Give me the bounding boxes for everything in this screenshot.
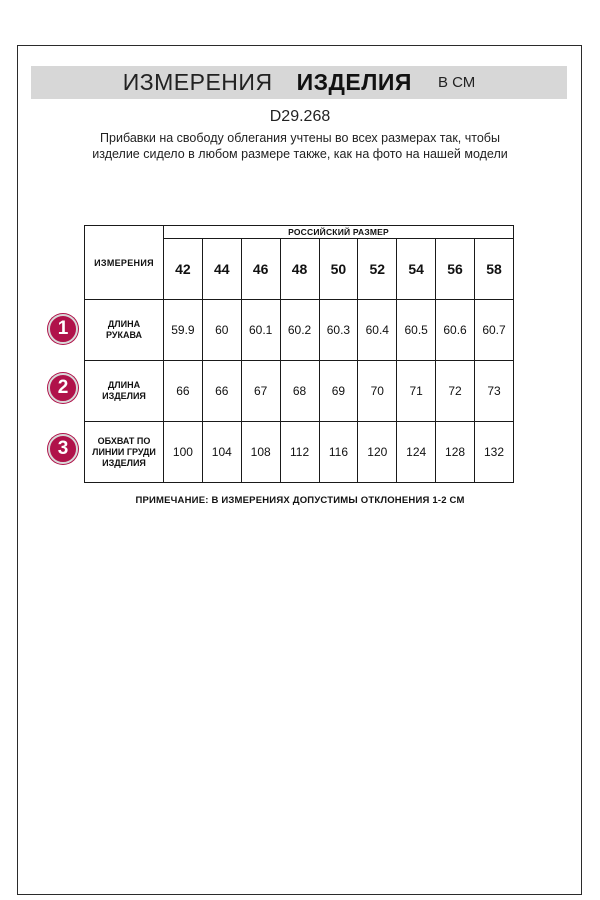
value-cell: 120 [358, 422, 397, 483]
size-cell: 50 [319, 239, 358, 300]
value-cell: 60.1 [241, 300, 280, 361]
size-cell: 46 [241, 239, 280, 300]
row-label-line: ИЗДЕЛИЯ [102, 457, 146, 468]
table-row [85, 361, 514, 422]
value-cell: 108 [241, 422, 280, 483]
size-group-label: РОССИЙСКИЙ РАЗМЕР [164, 226, 514, 239]
value-cell: 70 [358, 361, 397, 422]
description: Прибавки на свободу облегания учтены во всех размерах так, чтобы изделие сидело в любом размере также, как на фото на нашей модели [92, 131, 508, 161]
row-label-line: ДЛИНА [107, 380, 141, 390]
value-cell: 116 [319, 422, 358, 483]
row-label-line: ЛИНИИ ГРУДИ [92, 446, 156, 457]
title-unit: В СМ [437, 74, 476, 91]
value-cell: 60 [202, 300, 241, 361]
table-row [85, 300, 514, 361]
row-label [85, 361, 164, 422]
table-header-row-1 [85, 226, 514, 239]
value-cell: 73 [475, 361, 514, 422]
title-part2: ИЗДЕЛИЯ [296, 69, 412, 95]
row-label-line: ОБХВАТ ПО [97, 435, 151, 446]
value-cell: 59.9 [164, 300, 203, 361]
value-cell: 100 [164, 422, 203, 483]
value-cell: 71 [397, 361, 436, 422]
row-label-line: ДЛИНА [107, 319, 141, 329]
size-table [84, 225, 514, 483]
value-cell: 60.3 [319, 300, 358, 361]
title-bar [31, 66, 567, 99]
value-cell: 104 [202, 422, 241, 483]
value-cell: 132 [475, 422, 514, 483]
row-label [85, 300, 164, 361]
size-cell: 42 [164, 239, 203, 300]
size-cell: 58 [475, 239, 514, 300]
value-cell: 60.7 [475, 300, 514, 361]
row-label-line: РУКАВА [105, 330, 143, 340]
row-label [85, 422, 164, 483]
value-cell: 60.6 [436, 300, 475, 361]
table-row [85, 422, 514, 483]
header-label: ИЗМЕРЕНИЯ [85, 226, 164, 300]
row-number-badge: 2 [48, 373, 78, 403]
value-cell: 60.5 [397, 300, 436, 361]
value-cell: 124 [397, 422, 436, 483]
value-cell: 112 [280, 422, 319, 483]
note-text: ПРИМЕЧАНИЕ: В ИЗМЕРЕНИЯХ ДОПУСТИМЫ ОТКЛОНЕНИЯ 1-2 СМ [135, 495, 465, 506]
article-number: D29.268 [269, 108, 331, 125]
row-number-badge: 3 [48, 434, 78, 464]
value-cell: 72 [436, 361, 475, 422]
size-cell: 48 [280, 239, 319, 300]
value-cell: 66 [164, 361, 203, 422]
value-cell: 68 [280, 361, 319, 422]
title-part1: ИЗМЕРЕНИЯ [122, 69, 273, 95]
size-cell: 56 [436, 239, 475, 300]
value-cell: 69 [319, 361, 358, 422]
size-cell: 44 [202, 239, 241, 300]
value-cell: 66 [202, 361, 241, 422]
value-cell: 60.4 [358, 300, 397, 361]
value-cell: 60.2 [280, 300, 319, 361]
size-cell: 52 [358, 239, 397, 300]
value-cell: 128 [436, 422, 475, 483]
row-label-line: ИЗДЕЛИЯ [102, 391, 146, 401]
row-number-badge: 1 [48, 314, 78, 344]
value-cell: 67 [241, 361, 280, 422]
size-cell: 54 [397, 239, 436, 300]
